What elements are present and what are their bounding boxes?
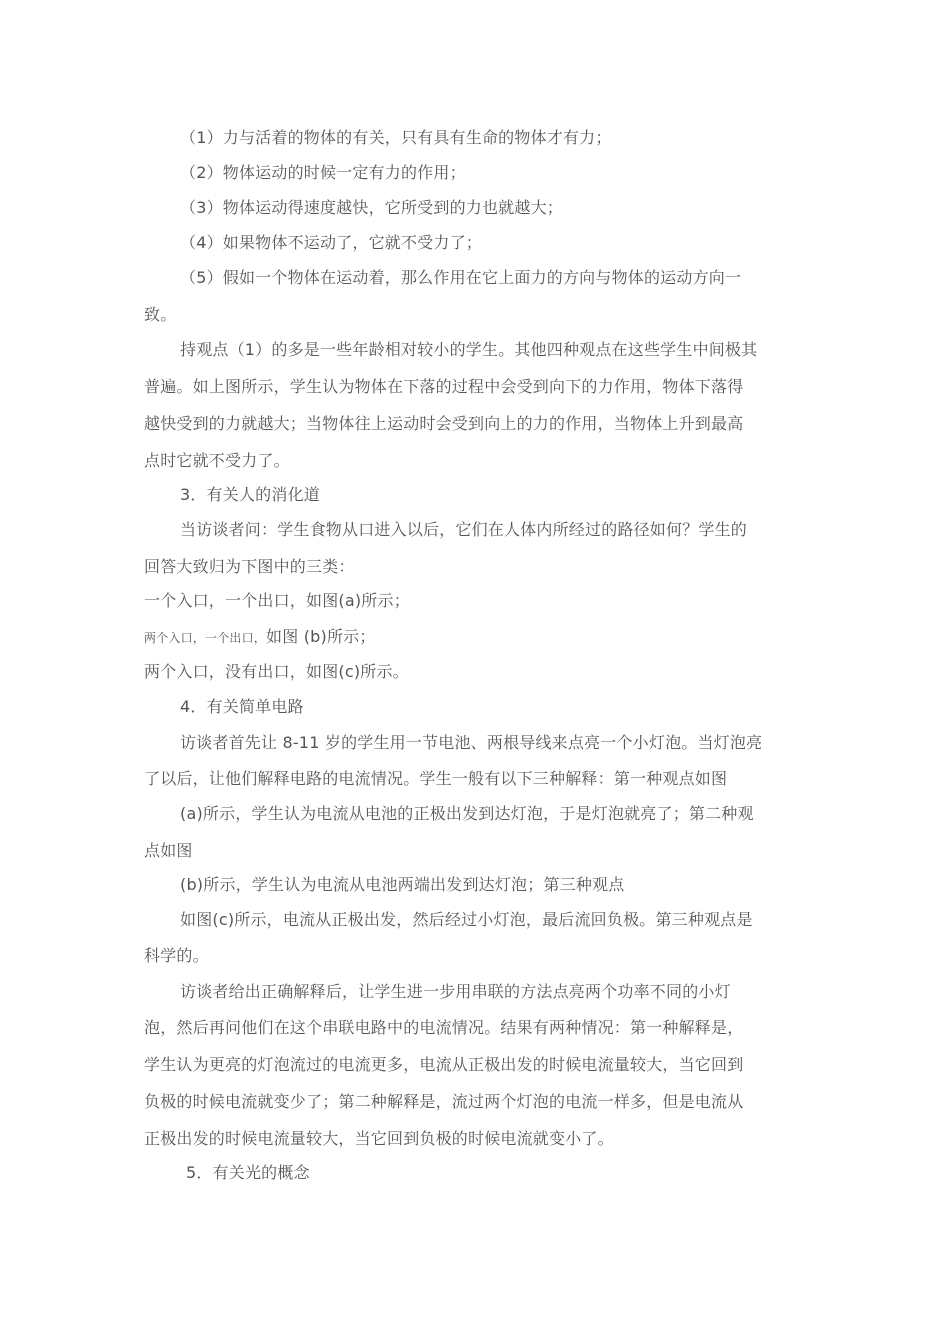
paragraph-line: 访谈者首先让 8-11 岁的学生用一节电池、两根导线来点亮一个小灯泡。当灯泡亮 [180,733,763,752]
paragraph-line: 如图(c)所示，电流从正极出发，然后经过小灯泡，最后流回负极。第三种观点是 [180,910,753,929]
view-item-3: （3）物体运动得速度越快，它所受到的力也就越大； [180,198,563,217]
category-b-line [144,627,376,648]
paragraph-line: 点如图 [144,841,193,860]
paragraph-line: 科学的。 [144,946,209,965]
section-heading-light: 5．有关光的概念 [186,1163,310,1182]
paragraph-line: 学生认为更亮的灯泡流过的电流更多，电流从正极出发的时候电流量较大，当它回到 [144,1055,744,1074]
paragraph-line: (b)所示，学生认为电流从电池两端出发到达灯泡；第三种观点 [180,875,625,894]
paragraph-line: 越快受到的力就越大；当物体往上运动时会受到向上的力的作用，当物体上升到最高 [144,414,744,433]
paragraph-line: (a)所示，学生认为电流从电池的正极出发到达灯泡，于是灯泡就亮了；第二种观 [180,804,754,823]
paragraph-line: 泡，然后再问他们在这个串联电路中的电流情况。结果有两种情况：第一种解释是， [144,1018,744,1037]
paragraph-line: 持观点（1）的多是一些年龄相对较小的学生。其他四种观点在这些学生中间极其 [180,340,758,359]
paragraph-line: 回答大致归为下图中的三类： [144,557,355,576]
paragraph-line: 访谈者给出正确解释后，让学生进一步用串联的方法点亮两个功率不同的小灯 [180,982,731,1001]
paragraph-line: 负极的时候电流就变少了；第二种解释是，流过两个灯泡的电流一样多，但是电流从 [144,1092,744,1111]
category-c-line: 两个入口，没有出口，如图(c)所示。 [144,662,409,681]
category-b-text: 如图 (b)所示； [266,627,376,646]
category-b-small-text: 两个入口，一个出口， [144,631,267,645]
paragraph-line: 当访谈者问：学生食物从口进入以后，它们在人体内所经过的路径如何？学生的 [180,520,748,539]
section-heading-circuit: 4．有关简单电路 [180,697,304,716]
view-item-2: （2）物体运动的时候一定有力的作用； [180,163,466,182]
section-heading-digestive: 3．有关人的消化道 [180,485,320,504]
view-item-4: （4）如果物体不运动了，它就不受力了； [180,233,482,252]
view-item-5-continued: 致。 [144,305,177,324]
view-item-5: （5）假如一个物体在运动着，那么作用在它上面力的方向与物体的运动方向一 [180,268,742,287]
category-a-line: 一个入口，一个出口，如图(a)所示； [144,591,410,610]
paragraph-line: 正极出发的时候电流量较大，当它回到负极的时候电流就变小了。 [144,1129,614,1148]
paragraph-line: 普遍。如上图所示，学生认为物体在下落的过程中会受到向下的力作用，物体下落得 [144,377,744,396]
paragraph-line: 了以后，让他们解释电路的电流情况。学生一般有以下三种解释：第一种观点如图 [144,769,728,788]
paragraph-line: 点时它就不受力了。 [144,451,290,470]
view-item-1: （1）力与活着的物体的有关，只有具有生命的物体才有力； [180,128,612,147]
